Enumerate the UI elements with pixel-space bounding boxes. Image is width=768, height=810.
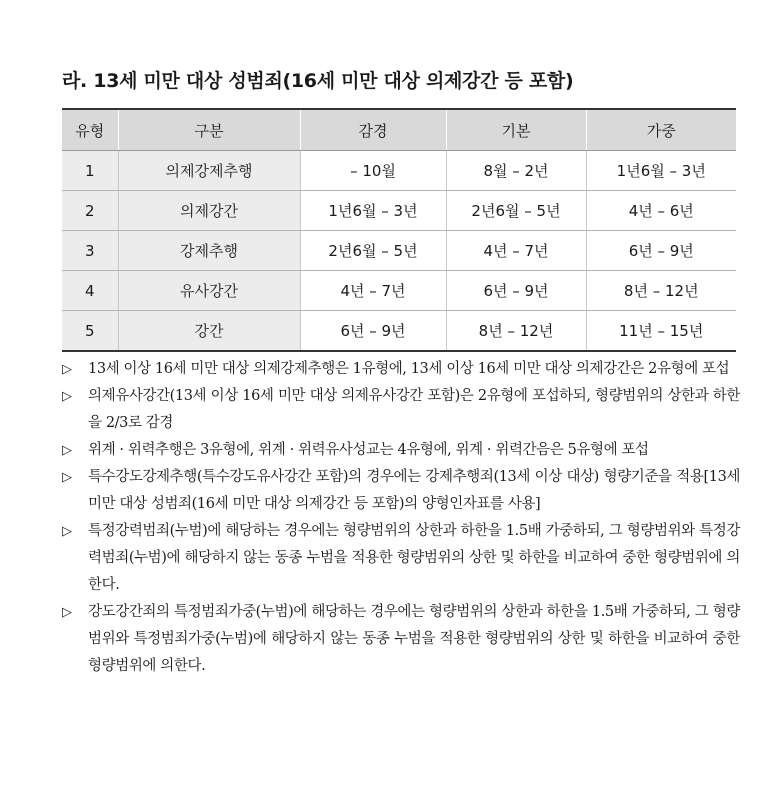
note-item [62, 383, 740, 437]
cell-category: 강제추행 [118, 231, 300, 271]
cell-mitigated: 6년 – 9년 [300, 311, 446, 352]
cell-aggravated: 6년 – 9년 [586, 231, 736, 271]
cell-category: 의제강간 [118, 191, 300, 231]
note-item [62, 437, 740, 464]
triangle-bullet-icon: ▷ [62, 524, 72, 539]
cell-category: 의제강제추행 [118, 151, 300, 191]
table-row [62, 271, 736, 311]
note-text: 위계 · 위력추행은 3유형에, 위계 · 위력유사성교는 4유형에, 위계 · 위력간음은 5유형에 포섭 [88, 442, 649, 458]
cell-type: 3 [62, 231, 118, 271]
cell-type: 4 [62, 271, 118, 311]
cell-basic: 8월 – 2년 [446, 151, 586, 191]
triangle-bullet-icon: ▷ [62, 470, 72, 485]
triangle-bullet-icon: ▷ [62, 362, 72, 377]
note-text: 13세 이상 16세 미만 대상 의제강제추행은 1유형에, 13세 이상 16세 미만 대상 의제강간은 2유형에 포섭 [88, 361, 730, 377]
header-type: 유형 [62, 109, 118, 151]
header-mitigated: 감경 [300, 109, 446, 151]
cell-category: 유사강간 [118, 271, 300, 311]
notes-list [62, 356, 740, 680]
table-row [62, 231, 736, 271]
note-text: 특정강력범죄(누범)에 해당하는 경우에는 형량범위의 상한과 하한을 1.5배 가중하되, 그 형량범위와 특정강력범죄(누범)에 해당하지 않는 동종 누범을 적용한 형량범위의 상한 및 하한을 비교하여 중한 형량범위에 의한다. [88, 523, 740, 593]
note-text: 특수강도강제추행(특수강도유사강간 포함)의 경우에는 강제추행죄(13세 이상 대상) 형량기준을 적용[13세 미만 대상 성범죄(16세 미만 대상 의제강간 등 포함)의 양형인자표를 사용] [88, 469, 740, 512]
cell-mitigated: 1년6월 – 3년 [300, 191, 446, 231]
triangle-bullet-icon: ▷ [62, 443, 72, 458]
table-row [62, 151, 736, 191]
note-text: 강도강간죄의 특정범죄가중(누범)에 해당하는 경우에는 형량범위의 상한과 하한을 1.5배 가중하되, 그 형량범위와 특정범죄가중(누범)에 해당하지 않는 동종 누범을 적용한 형량범위의 상한 및 하한을 비교하여 중한 형량범위에 의한다. [88, 604, 740, 674]
table-header-row [62, 109, 736, 151]
cell-aggravated: 8년 – 12년 [586, 271, 736, 311]
cell-basic: 2년6월 – 5년 [446, 191, 586, 231]
header-aggravated: 가중 [586, 109, 736, 151]
note-item [62, 356, 740, 383]
triangle-bullet-icon: ▷ [62, 605, 72, 620]
table-row [62, 311, 736, 352]
note-item [62, 518, 740, 599]
cell-aggravated: 1년6월 – 3년 [586, 151, 736, 191]
section-title: 라. 13세 미만 대상 성범죄(16세 미만 대상 의제강간 등 포함) [62, 70, 574, 92]
triangle-bullet-icon: ▷ [62, 389, 72, 404]
note-item [62, 464, 740, 518]
cell-mitigated: 2년6월 – 5년 [300, 231, 446, 271]
note-text: 의제유사강간(13세 이상 16세 미만 대상 의제유사강간 포함)은 2유형에 포섭하되, 형량범위의 상한과 하한을 2/3로 감경 [88, 388, 740, 431]
cell-category: 강간 [118, 311, 300, 352]
cell-basic: 6년 – 9년 [446, 271, 586, 311]
cell-type: 2 [62, 191, 118, 231]
cell-basic: 4년 – 7년 [446, 231, 586, 271]
cell-basic: 8년 – 12년 [446, 311, 586, 352]
cell-aggravated: 11년 – 15년 [586, 311, 736, 352]
sentencing-range-table [62, 108, 736, 352]
cell-mitigated: 4년 – 7년 [300, 271, 446, 311]
header-basic: 기본 [446, 109, 586, 151]
cell-type: 1 [62, 151, 118, 191]
header-category: 구분 [118, 109, 300, 151]
table-row [62, 191, 736, 231]
cell-aggravated: 4년 – 6년 [586, 191, 736, 231]
cell-mitigated: – 10월 [300, 151, 446, 191]
note-item [62, 599, 740, 680]
cell-type: 5 [62, 311, 118, 352]
